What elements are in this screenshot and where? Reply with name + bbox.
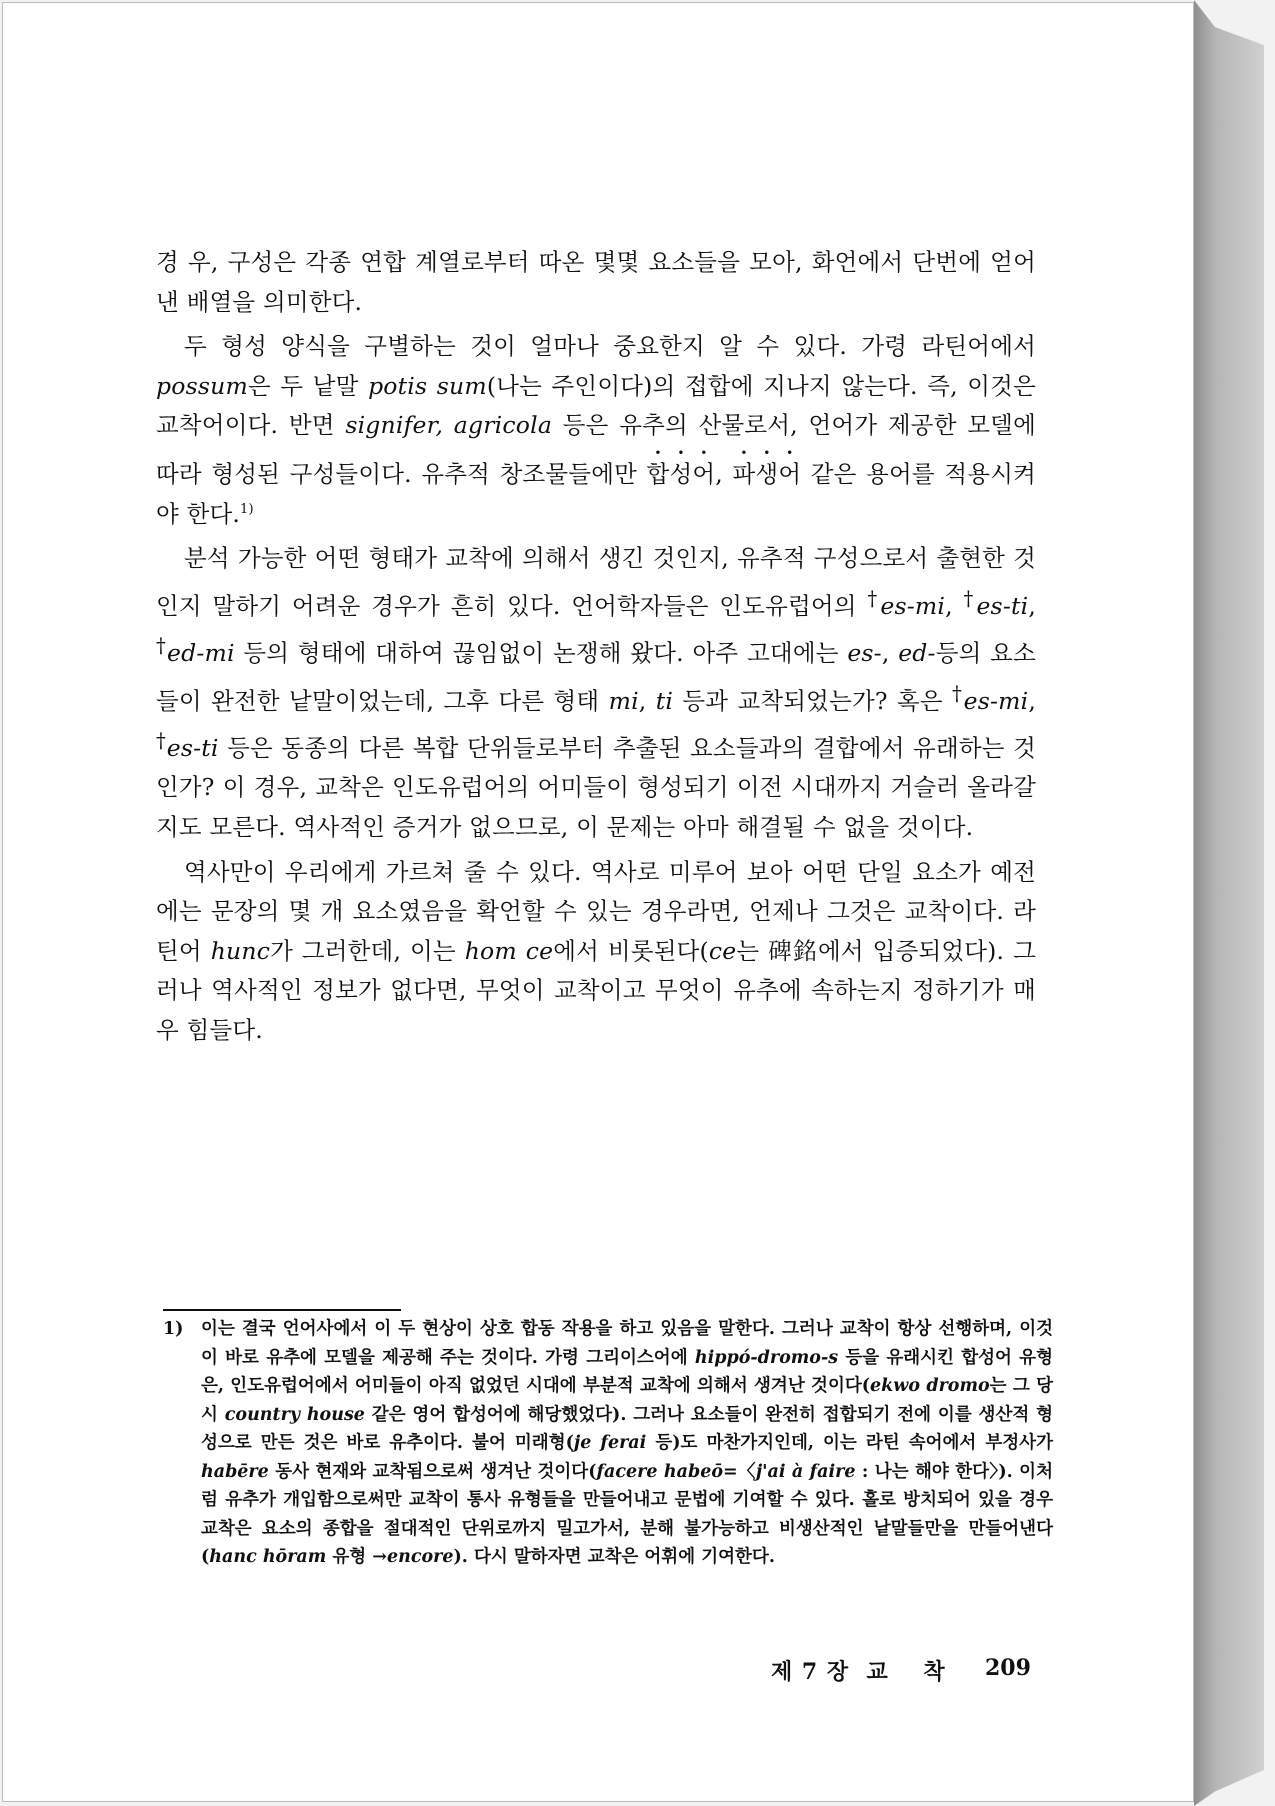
page-stack-edge (1194, 0, 1264, 1806)
footnote-number: 1) (163, 1319, 184, 1339)
page-number: 209 (985, 1655, 1031, 1681)
footnote-text: 이는 결국 언어사에서 이 두 현상이 상호 합동 작용을 하고 있음을 말한다. 그러나 교착이 항상 선행하며, 이것이 바로 유추에 모델을 제공해 주는 것이다. 가령 그리이스어에 hippó-dromo-s 등을 유래시킨 합성어 유형은, 인도유럽어에서 어미들이 아직 없었던 시대에 부분적 교착에 의해서 생겨난 것이다(ekwo dromo는 그 당시 country house 같은 영어 합성어에 해당했었다). 그러나 요소들이 완전히 접합되기 전에 이를 생산적 형성으로 만든 것은 바로 유추이다. 불어 미래형(je ferai 등)도 마찬가지인데, 이는 라틴 속어에서 부정사가 habēre 동사 현재와 교착됨으로써 생겨난 것이다(facere habeō=〈j'ai à faire : 나는 해야 한다〉). 이처럼 유추가 개입함으로써만 교착이 통사 유형들을 만들어내고 문법에 기여할 수 있다. 홀로 방치되어 있을 경우 교착은 요소의 종합을 절대적인 단위로까지 밀고가서, 분해 불가능하고 비생산적인 낱말들만을 만들어낸다(hanc hōram 유형 →encore). 다시 말하자면 교착은 어휘에 기여한다. (201, 1319, 1053, 1567)
paragraph-3: 분석 가능한 어떤 형태가 교착에 의해서 생긴 것인지, 유추적 구성으로서 출현한 것인지 말하기 어려운 경우가 흔히 있다. 언어학자들은 인도유럽어의 †es-mi, †es-ti, †ed-mi 등의 형태에 대하여 끊임없이 논쟁해 왔다. 아주 고대에는 es-, ed-등의 요소들이 완전한 낱말이었는데, 그후 다른 형태 mi, ti 등과 교착되었는가? 혹은 †es-mi, †es-ti 등은 동종의 다른 복합 단위들로부터 추출된 요소들과의 결합에서 유래하는 것인가? 이 경우, 교착은 인도유럽어의 어미들이 형성되기 이전 시대까지 거슬러 올라갈지도 모른다. 역사적인 증거가 없으므로, 이 문제는 아마 해결될 수 없을 것이다. (156, 544, 1036, 842)
body-text (156, 243, 1036, 1051)
footnote-divider (163, 1309, 401, 1311)
running-footer: 제 7 장 교 착 (771, 1659, 946, 1685)
book-page (2, 2, 1194, 1802)
footnote (163, 1315, 1053, 1572)
paragraph-4: 역사만이 우리에게 가르쳐 줄 수 있다. 역사로 미루어 보아 어떤 단일 요소가 예전에는 문장의 몇 개 요소였음을 확언할 수 있는 경우라면, 언제나 그것은 교착이다. 라틴어 hunc가 그러한데, 이는 hom ce에서 비롯된다(ce는 碑銘에서 입증되었다). 그러나 역사적인 정보가 없다면, 무엇이 교착이고 무엇이 유추에 속하는지 정하기가 매우 힘들다. (156, 857, 1036, 1044)
paragraph-2: 두 형성 양식을 구별하는 것이 얼마나 중요한지 알 수 있다. 가령 라틴어에서 possum은 두 낱말 potis sum(나는 주인이다)의 접합에 지나지 않는다. 즉, 이것은 교착어이다. 반면 signifer, agricola 등은 유추의 산물로서, 언어가 제공한 모델에 따라 형성된 구성들이다. 유추적 창조물들에만 합성어, 파생어 같은 용어를 적용시켜야 한다.$^{1)}$ (156, 332, 1036, 528)
paragraph-1: 경 우, 구성은 각종 연합 계열로부터 따온 몇몇 요소들을 모아, 화언에서 단번에 얻어낸 배열을 의미한다. (156, 248, 1036, 316)
